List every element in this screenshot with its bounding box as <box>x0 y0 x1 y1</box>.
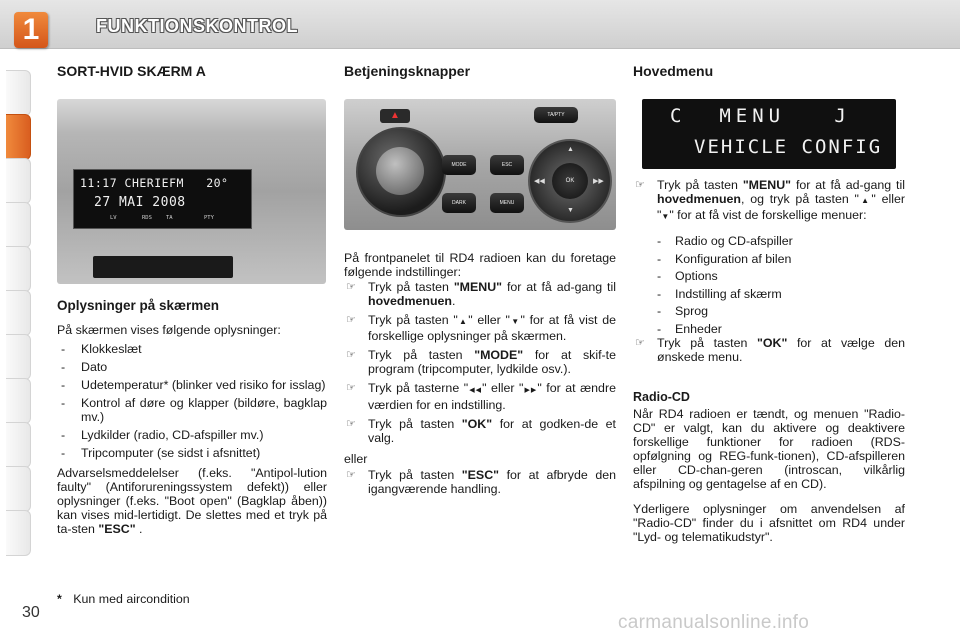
pointing-hand-icon: ☞ <box>346 382 356 394</box>
menu-option: - Radio og CD-afspiller <box>633 234 905 248</box>
page-number: 30 <box>22 604 40 621</box>
lcd-screen <box>73 169 252 229</box>
bullet-text: Tryk på tasten <box>657 178 738 192</box>
display-slot <box>93 256 233 278</box>
menu-option: - Enheder <box>633 322 905 336</box>
chapter-tab[interactable] <box>6 334 31 380</box>
lcd-label: LV <box>110 215 117 221</box>
bullet-text: Tryk på tasten <box>368 468 455 482</box>
ok-button: OK <box>552 163 588 199</box>
warning-paragraph <box>57 466 327 536</box>
list-item: - Lydkilder (radio, CD-afspiller mv.) <box>57 428 327 442</box>
chapter-tab[interactable] <box>6 510 31 556</box>
menu-option: - Options <box>633 269 905 283</box>
arrow-up-icon: ▲ <box>858 196 872 205</box>
navigation-pad <box>528 139 612 223</box>
bullet-text: . <box>452 294 456 308</box>
ta-pty-button: TA/PTY <box>534 107 578 123</box>
bullet-text: " for at få vist de forskellige menuer: <box>669 208 867 222</box>
menu-display-photo <box>642 99 896 169</box>
bullet-text: " for at få vist de forskellige oplysninger på skærmen. <box>368 313 617 343</box>
arrow-down-icon: ▼ <box>509 317 521 326</box>
volume-knob <box>356 127 446 217</box>
display-photo <box>57 99 326 284</box>
esc-button: ESC <box>490 155 524 175</box>
main-menu-label: hovedmenuen <box>657 192 741 206</box>
bullet-text: " eller " <box>482 381 524 395</box>
display-section-heading: SORT-HVID SKÆRM A <box>57 63 206 79</box>
warning-end: . <box>139 522 143 536</box>
controls-intro: På frontpanelet til RD4 radioen kan du foretage følgende indstillinger: <box>344 251 616 279</box>
arrow-left-icon: ◀◀ <box>468 387 483 394</box>
chapter-tab[interactable] <box>6 466 31 512</box>
arrow-down-icon: ▼ <box>661 212 670 221</box>
knob-center <box>376 147 424 195</box>
bullet-updown <box>344 313 616 343</box>
menu-display-line2: VEHICLE CONFIG <box>694 136 883 158</box>
lcd-line-time-station: 11:17 CHERIEFM 20° <box>80 176 229 190</box>
dark-button: DARK <box>442 193 476 213</box>
bullet-text: " eller " <box>468 313 510 327</box>
list-item: - Dato <box>57 360 327 374</box>
bullet-text: Tryk på tasten <box>368 417 455 431</box>
hazard-warning-icon: ▲ <box>380 109 410 123</box>
menu-option: - Konfiguration af bilen <box>633 252 905 266</box>
menu-option: - Indstilling af skærm <box>633 287 905 301</box>
radio-cd-heading: Radio-CD <box>633 390 690 404</box>
bullet-mode <box>344 348 616 376</box>
controls-bullets <box>344 280 616 450</box>
main-menu-section-heading: Hovedmenu <box>633 63 714 79</box>
pointing-hand-icon: ☞ <box>346 418 356 430</box>
arrow-right-icon: ▶▶ <box>523 387 538 394</box>
esc-key-label: "ESC" <box>98 522 136 536</box>
chapter-tab[interactable] <box>6 290 31 336</box>
mode-button: MODE <box>442 155 476 175</box>
footnote-text: Kun med aircondition <box>73 592 190 606</box>
bullet-esc <box>344 468 616 496</box>
menu-key-label: "MENU" <box>453 280 503 294</box>
bullet-ok-select <box>633 336 905 364</box>
pointing-hand-icon: ☞ <box>346 314 356 326</box>
list-item: - Udetemperatur* (blinker ved risiko for isslag) <box>57 378 327 392</box>
pointing-hand-icon: ☞ <box>346 281 356 293</box>
lcd-label: PTY <box>204 215 214 221</box>
bullet-text: , og tryk på tasten " <box>741 192 859 206</box>
bullet-leftright <box>344 381 616 412</box>
footnote <box>57 592 190 606</box>
esc-key-label: "ESC" <box>461 468 500 482</box>
ok-key-label: "OK" <box>461 417 493 431</box>
pointing-hand-icon: ☞ <box>346 469 356 481</box>
menu-option: - Sprog <box>633 304 905 318</box>
controls-photo <box>344 99 616 230</box>
bullet-menu <box>344 280 616 308</box>
bullet-text: " eller " <box>657 192 905 222</box>
chapter-tab-strip <box>0 48 34 588</box>
chapter-tab[interactable] <box>6 70 31 116</box>
bullet-text: " for at ændre værdien for en indstilling. <box>368 381 616 412</box>
bullet-text: for at skif-te program (tripcomputer, lydkilde osv.). <box>368 348 617 376</box>
bullet-text: for at afbryde den igangværende handling. <box>368 468 616 496</box>
arrow-right-icon: ▶▶ <box>593 178 604 185</box>
chapter-tab[interactable] <box>6 202 31 248</box>
chapter-number-badge: 1 <box>14 12 48 48</box>
menu-key-label: "MENU" <box>742 178 792 192</box>
main-menu-bullets <box>633 178 905 229</box>
chapter-tab[interactable] <box>6 246 31 292</box>
arrow-up-icon: ▲ <box>457 317 469 326</box>
chapter-tab-active[interactable] <box>6 114 31 160</box>
bullet-text: Tryk på tasten <box>368 280 449 294</box>
pointing-hand-icon: ☞ <box>635 337 645 349</box>
arrow-down-icon: ▼ <box>567 207 574 214</box>
mode-key-label: "MODE" <box>474 348 524 362</box>
display-info-heading: Oplysninger på skærmen <box>57 298 220 313</box>
radio-cd-more-info: Yderligere oplysninger om anvendelsen af "Radio-CD" finder du i afsnittet om RD4 under "Lyd- og telematikudstyr". <box>633 502 905 544</box>
lcd-label: TA <box>166 215 173 221</box>
or-text: eller <box>344 452 368 466</box>
radio-cd-paragraph: Når RD4 radioen er tændt, og menuen "Radio-CD" er valgt, kan du aktivere og deaktivere forskellige funktioner for radioen (RDS-opfølgning og REG-funk-tionen), CD-afspilleren eller CD-chan-geren (introscan, vilkårlig afspilning og gentagelse af en CD). <box>633 407 905 491</box>
bullet-text: for at vælge den ønskede menu. <box>657 336 905 364</box>
bullet-text: for at få ad-gang til <box>795 178 905 192</box>
menu-display-line1: C MENU J <box>670 105 851 127</box>
bullet-text: Tryk på tasten <box>657 336 748 350</box>
pointing-hand-icon: ☞ <box>346 349 356 361</box>
list-item: - Tripcomputer (se sidst i afsnittet) <box>57 446 327 460</box>
list-item: - Kontrol af døre og klapper (bildøre, bagklap mv.) <box>57 396 327 424</box>
lcd-label: RDS <box>142 215 152 221</box>
display-info-intro: På skærmen vises følgende oplysninger: <box>57 323 281 337</box>
ok-key-label: "OK" <box>757 336 788 350</box>
controls-bullets-esc <box>344 468 616 501</box>
list-item: - Klokkeslæt <box>57 342 327 356</box>
arrow-left-icon: ◀◀ <box>534 178 545 185</box>
chapter-tab[interactable] <box>6 378 31 424</box>
bullet-text: Tryk på tasten <box>368 348 463 362</box>
lcd-line-date: 27 MAI 2008 <box>94 195 186 210</box>
bullet-text: Tryk på tasterne " <box>368 381 469 395</box>
chapter-tab[interactable] <box>6 158 31 204</box>
arrow-up-icon: ▲ <box>567 146 574 153</box>
display-info-list <box>57 342 327 464</box>
controls-section-heading: Betjeningsknapper <box>344 63 471 79</box>
chapter-title: FUNKTIONSKONTROL <box>96 16 298 36</box>
warning-text: Advarselsmeddelelser (f.eks. "Antipol-lution faulty" (Antiforureningssystem defekt)) eller oplysninger (f.eks. "Boot open" (Bagklap åben)) kan vises mid-lertidigt. De slettes med et tryk på ta-sten <box>57 466 327 536</box>
watermark: carmanualsonline.info <box>618 612 810 633</box>
main-menu-label: hovedmenuen <box>368 294 452 308</box>
footnote-mark: * <box>57 592 62 606</box>
bullet-text: for at godken-de et valg. <box>368 417 616 445</box>
chapter-tab[interactable] <box>6 422 31 468</box>
bullet-menu-access <box>633 178 905 224</box>
pointing-hand-icon: ☞ <box>635 179 645 191</box>
bullet-text: Tryk på tasten " <box>368 313 458 327</box>
bullet-text: for at få ad-gang til <box>506 280 616 294</box>
menu-options-list <box>633 234 905 339</box>
menu-button: MENU <box>490 193 524 213</box>
bullet-ok <box>344 417 616 445</box>
main-menu-bullets-ok <box>633 336 905 369</box>
